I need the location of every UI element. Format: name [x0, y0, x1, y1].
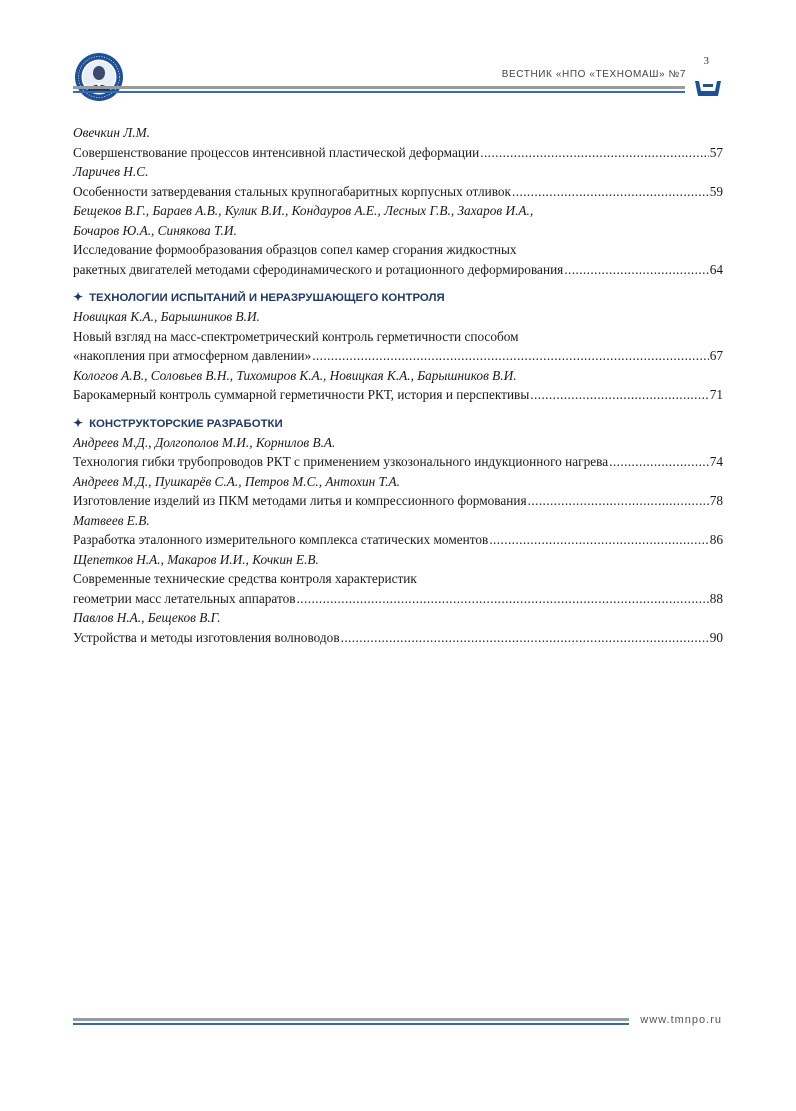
toc-entry-title: Изготовление изделий из ПКМ методами литья и компрессионного формования — [73, 493, 527, 508]
toc-entry[interactable] — [73, 608, 723, 647]
dot-leader — [480, 143, 708, 163]
table-of-contents — [73, 123, 723, 647]
toc-entry[interactable] — [73, 550, 723, 609]
toc-group-a — [73, 123, 723, 279]
toc-entry-title: Барокамерный контроль суммарной герметичности РКТ, история и перспективы — [73, 387, 530, 402]
bucket-icon — [694, 79, 722, 97]
toc-entry-title: Особенности затвердевания стальных крупногабаритных корпусных отливок — [73, 183, 512, 199]
toc-entry-title: Совершенствование процессов интенсивной пластической деформации — [73, 144, 480, 160]
toc-entry-title-row — [73, 346, 723, 366]
toc-entry-authors: Андреев М.Д., Долгополов М.И., Корнилов В.А. — [73, 434, 336, 450]
toc-entry-authors: Павлов Н.А., Бещеков В.Г. — [73, 610, 221, 625]
toc-entry-authors: Бочаров Ю.А., Синякова Т.И. — [73, 222, 237, 238]
toc-entry-page-number: 86 — [709, 532, 723, 547]
toc-entry-authors: Бещеков В.Г., Бараев А.В., Кулик В.И., Кондауров А.Е., Лесных Г.В., Захаров И.А., — [73, 203, 534, 218]
toc-entry-authors: Щепетков Н.А., Макаров И.И., Кочкин Е.В. — [73, 551, 319, 567]
toc-entry-title-row — [73, 491, 723, 511]
dot-leader — [530, 385, 708, 405]
toc-entry[interactable] — [73, 307, 723, 366]
footer-rule-blue — [73, 1023, 629, 1025]
dot-leader — [528, 491, 709, 511]
toc-entry-title-row — [73, 385, 723, 405]
toc-entry-page-number: 57 — [709, 144, 723, 160]
toc-entry-title-row — [73, 182, 723, 202]
header-rule — [73, 86, 685, 93]
footer-rule-gray — [73, 1018, 629, 1021]
toc-entry-title-row — [73, 452, 723, 472]
toc-entry-title-row — [73, 143, 723, 163]
toc-entry-page-number: 71 — [709, 387, 723, 402]
toc-entry-page-number: 90 — [709, 629, 723, 645]
toc-entry[interactable] — [73, 201, 723, 279]
toc-entry[interactable] — [73, 511, 723, 550]
footer-rule — [73, 1018, 629, 1025]
dot-leader — [609, 452, 709, 472]
toc-entry-page-number: 88 — [709, 590, 723, 606]
toc-entry-title: Разработка эталонного измерительного комплекса статических моментов — [73, 532, 489, 547]
toc-entry[interactable] — [73, 472, 723, 511]
toc-entry-page-number: 78 — [709, 493, 723, 508]
section-heading-text: КОНСТРУКТОРСКИЕ РАЗРАБОТКИ — [89, 417, 283, 430]
toc-entry-title-row — [73, 589, 723, 609]
toc-entry-title: ракетных двигателей методами сферодинамического и ротационного деформирования — [73, 261, 564, 277]
toc-entry-authors: Матвеев Е.В. — [73, 512, 150, 528]
toc-entry[interactable] — [73, 366, 723, 405]
toc-entry-page-number: 67 — [709, 348, 723, 363]
dot-leader — [312, 346, 709, 366]
page-number: 3 — [703, 55, 709, 67]
section-heading-text: ТЕХНОЛОГИИ ИСПЫТАНИЙ И НЕРАЗРУШАЮЩЕГО КОНТРОЛЯ — [89, 292, 445, 304]
section-heading-testing — [73, 288, 723, 307]
dot-leader — [297, 589, 709, 609]
toc-entry-title: Технология гибки трубопроводов РКТ с применением узкозонального индукционного нагрева — [73, 454, 609, 469]
toc-entry-title: Исследование формообразования образцов сопел камер сгорания жидкостных — [73, 242, 517, 257]
toc-entry-page-number: 64 — [709, 261, 723, 277]
website-link[interactable]: www.tmnpo.ru — [640, 1014, 722, 1026]
toc-group-c — [73, 433, 723, 648]
toc-entry-title: «накопления при атмосферном давлении» — [73, 348, 312, 363]
toc-entry-authors: Андреев М.Д., Пушкарёв С.А., Петров М.С., Антохин Т.А. — [73, 473, 400, 489]
dot-leader — [512, 182, 709, 202]
toc-entry-page-number: 59 — [709, 183, 723, 199]
toc-entry-authors: Кологов А.В., Соловьев В.Н., Тихомиров К.А., Новицкая К.А., Барышников В.И. — [73, 367, 517, 383]
toc-entry-title-row — [73, 628, 723, 648]
star-bullet-icon: ✦ — [73, 290, 84, 304]
toc-group-b — [73, 307, 723, 405]
section-heading-design — [73, 414, 723, 433]
dot-leader — [489, 530, 708, 550]
toc-entry-authors: Новицкая К.А., Барышников В.И. — [73, 309, 260, 324]
toc-entry-title: Современные технические средства контроля характеристик — [73, 571, 417, 586]
journal-title: ВЕСТНИК «НПО «ТЕХНОМАШ» №7 — [501, 69, 686, 80]
toc-entry-page-number: 74 — [709, 454, 723, 469]
emblem-portrait-logo — [74, 52, 124, 102]
dot-leader — [341, 628, 709, 648]
dot-leader — [564, 260, 708, 280]
toc-entry-title-row — [73, 530, 723, 550]
toc-entry-authors: Ларичев Н.С. — [73, 164, 149, 179]
toc-entry-title: Устройства и методы изготовления волноводов — [73, 629, 340, 645]
toc-entry-title: геометрии масс летательных аппаратов — [73, 590, 296, 606]
toc-entry-title: Новый взгляд на масс-спектрометрический контроль герметичности способом — [73, 328, 519, 344]
toc-entry[interactable] — [73, 162, 723, 201]
header-rule-gray — [73, 86, 685, 89]
header-rule-blue — [73, 91, 685, 93]
toc-entry-title-row — [73, 260, 723, 280]
toc-entry[interactable] — [73, 123, 723, 162]
star-bullet-icon: ✦ — [73, 415, 84, 430]
toc-entry[interactable] — [73, 433, 723, 472]
toc-entry-authors: Овечкин Л.М. — [73, 125, 150, 140]
